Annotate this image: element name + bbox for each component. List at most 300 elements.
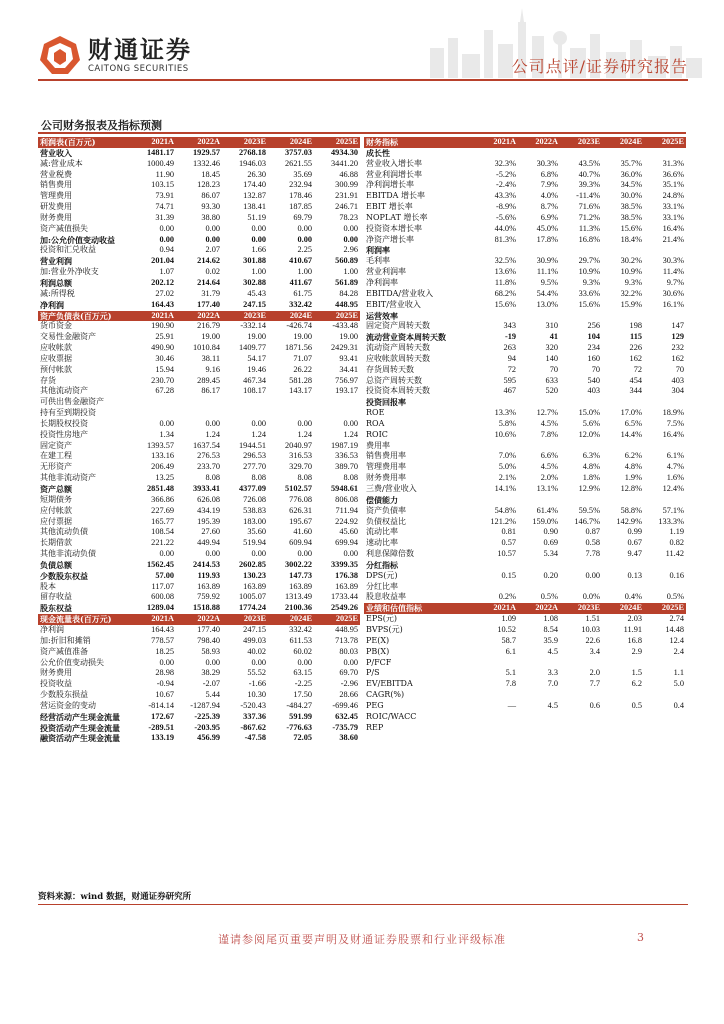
cell-value: 0.94 [159, 245, 174, 255]
cell-value: 227.69 [151, 505, 174, 515]
table-row [364, 582, 686, 593]
table-row [364, 658, 686, 669]
cell-value: 0.00 [343, 549, 358, 559]
row-label: CAGR(%) [366, 690, 405, 700]
cell-value: 31.39 [155, 212, 174, 222]
cell-value: 2024E [268, 614, 314, 625]
row-label: 减:所得税 [40, 288, 75, 298]
row-label: EBIT/营业收入 [366, 299, 421, 309]
cell-value: 121.2% [490, 516, 516, 526]
cell-value: 86.07 [201, 191, 220, 201]
cell-value: 0.0% [582, 592, 600, 602]
cell-value: 0.00 [297, 234, 312, 244]
cell-value: 4.7% [666, 462, 684, 472]
cell-value [518, 148, 560, 159]
cell-value: 147.73 [289, 570, 312, 580]
cell-value: 6.1% [666, 451, 684, 461]
cell-value: 12.0% [578, 429, 600, 439]
cell-value: 0.2% [498, 592, 516, 602]
cell-value: 32.5% [494, 256, 516, 266]
cell-value: 16.1% [662, 299, 684, 309]
cell-value: 560.89 [335, 256, 358, 266]
row-label: 总资产周转天数 [366, 375, 422, 385]
cell-value: 84.28 [339, 288, 358, 298]
table-row [364, 213, 686, 224]
cell-value: 2.0% [540, 473, 558, 483]
cell-value: 0.87 [585, 527, 600, 537]
data-source-note: 资料来源：wind 数据，财通证券研究所 [38, 892, 192, 902]
cell-value: 0.00 [343, 657, 358, 667]
cell-value: 35.69 [293, 169, 312, 179]
cell-value: 70 [675, 364, 684, 374]
row-label: 预付帐款 [40, 364, 72, 374]
cell-value: 142.9% [616, 516, 642, 526]
cell-value [602, 560, 644, 571]
cell-value [644, 560, 686, 571]
cell-value: 163.89 [243, 581, 266, 591]
row-label: 股东权益 [40, 603, 72, 614]
row-label: EBIT 增长率 [366, 202, 413, 212]
cell-value: 1.09 [501, 614, 516, 624]
cell-value: 10.67 [155, 690, 174, 700]
cell-value: 15.6% [494, 299, 516, 309]
cell-value: 591.99 [289, 711, 312, 721]
cell-value: 31.79 [201, 288, 220, 298]
table-row [364, 300, 686, 311]
row-label: 销售费用 [40, 180, 72, 190]
cell-value: 1.6% [666, 473, 684, 483]
cell-value [602, 441, 644, 452]
cell-value: 0.00 [159, 549, 174, 559]
row-label: 其他流动资产 [40, 386, 88, 396]
row-label: 运营效率 [366, 310, 398, 321]
cell-value: 0.6 [589, 700, 600, 710]
row-label: 净利润率 [366, 277, 398, 287]
cell-value: 32.3% [494, 158, 516, 168]
cell-value: 8.54 [543, 624, 558, 634]
table-row [38, 712, 360, 723]
table-row [38, 245, 360, 256]
row-label: 经营活动产生现金流量 [40, 711, 120, 722]
cell-value [560, 712, 602, 723]
row-label: 业绩和估值指标 [364, 603, 476, 614]
cell-value: 177.40 [197, 299, 220, 309]
row-label: 分红指标 [366, 559, 398, 570]
cell-value [644, 658, 686, 669]
table-row [364, 224, 686, 235]
row-label: 投资和汇兑收益 [40, 245, 96, 255]
cell-value: 5.34 [543, 549, 558, 559]
cell-value: 329.70 [289, 462, 312, 472]
row-label: 应付票据 [40, 516, 72, 526]
cell-value: 71.07 [293, 353, 312, 363]
cell-value [644, 311, 686, 322]
cell-value: 38.5% [620, 212, 642, 222]
cell-value: 448.95 [335, 299, 358, 309]
cell-value: 609.94 [289, 538, 312, 548]
table-row [364, 430, 686, 441]
row-label: 负债权益比 [366, 516, 406, 526]
cell-value: 2022A [176, 137, 222, 148]
cell-value [602, 397, 644, 408]
cell-value [518, 658, 560, 669]
cell-value [476, 690, 518, 701]
cell-value: 0.4 [673, 700, 684, 710]
cell-value: 19.00 [247, 332, 266, 342]
cell-value: 1005.07 [239, 592, 266, 602]
cell-value: 119.93 [197, 570, 220, 580]
cell-value: 67.28 [155, 386, 174, 396]
table-row [38, 332, 360, 343]
cell-value: 0.00 [159, 657, 174, 667]
cell-value: 58.8% [620, 505, 642, 515]
cell-value: 195.67 [289, 516, 312, 526]
table-row [38, 148, 360, 159]
cell-value [602, 723, 644, 734]
cell-value: 0.00 [343, 223, 358, 233]
cell-value: 756.97 [335, 375, 358, 385]
row-label: NOPLAT 增长率 [366, 212, 428, 222]
cell-value: 0.5% [666, 592, 684, 602]
cell-value: 332.42 [289, 299, 312, 309]
cell-value: 0.00 [159, 418, 174, 428]
cell-value: 2025E [644, 603, 686, 614]
table-row [38, 419, 360, 430]
cell-value: 0.90 [543, 527, 558, 537]
cell-value: 2429.31 [331, 343, 358, 353]
cell-value: -11.4% [576, 191, 600, 201]
cell-value: 4.8% [624, 462, 642, 472]
cell-value: 8.08 [297, 473, 312, 483]
row-label: 销售费用率 [366, 451, 406, 461]
table-row [38, 462, 360, 473]
cell-value: 561.89 [335, 277, 358, 287]
cell-value: 403 [587, 386, 600, 396]
cell-value: 0.69 [543, 538, 558, 548]
cell-value: 2.96 [343, 245, 358, 255]
cell-value: 0.00 [585, 570, 600, 580]
cell-value: 27.60 [201, 527, 220, 537]
cell-value: 2040.97 [285, 440, 312, 450]
cell-value [560, 723, 602, 734]
table-row [364, 397, 686, 408]
cell-value: 140 [545, 353, 558, 363]
row-label: 利息保障倍数 [366, 549, 414, 559]
cell-value: 5.1 [505, 668, 516, 678]
cell-value [602, 148, 644, 159]
cell-value: 1.8% [582, 473, 600, 483]
cell-value: 13.3% [494, 408, 516, 418]
cell-value: 230.70 [151, 375, 174, 385]
row-label: 固定资产周转天数 [366, 321, 430, 331]
table-row [364, 690, 686, 701]
cell-value: 54.17 [247, 353, 266, 363]
cell-value: 2022A [176, 614, 222, 625]
cell-value: 2.07 [205, 245, 220, 255]
cell-value: 3399.35 [331, 559, 358, 569]
cell-value [560, 560, 602, 571]
cell-value: 4934.30 [331, 147, 358, 157]
table-row [38, 538, 360, 549]
cell-value [560, 148, 602, 159]
cell-value: -8.9% [495, 202, 516, 212]
cell-value: 633 [545, 375, 558, 385]
cell-value: 3933.41 [193, 484, 220, 493]
cell-value: 19.46 [247, 364, 266, 374]
cell-value: 70 [591, 364, 600, 374]
cell-value [560, 658, 602, 669]
cell-value [518, 690, 560, 701]
cell-value [602, 495, 644, 506]
cell-value: 2022A [176, 311, 222, 322]
cell-value: 55.52 [247, 668, 266, 678]
cell-value: 632.45 [335, 711, 358, 721]
cell-value: 18.45 [201, 169, 220, 179]
cell-value: 12.4 [669, 635, 684, 645]
cell-value: 12.8% [620, 484, 642, 493]
cell-value: 21.4% [662, 234, 684, 244]
cell-value [268, 408, 314, 419]
cell-value: 41.60 [293, 527, 312, 537]
cell-value: 0.00 [297, 418, 312, 428]
table-row [364, 517, 686, 528]
cell-value: 115 [630, 332, 642, 342]
table-row [38, 397, 360, 408]
cell-value: 0.13 [627, 570, 642, 580]
row-label: 研发费用 [40, 202, 72, 212]
cell-value: 2.4 [673, 646, 684, 656]
cell-value: 81.3% [494, 234, 516, 244]
cell-value [644, 397, 686, 408]
cell-value: 263 [503, 343, 516, 353]
cell-value: 74.71 [155, 202, 174, 212]
cell-value [476, 712, 518, 723]
cell-value: 73.91 [155, 191, 174, 201]
row-label: P/S [366, 668, 380, 678]
cell-value: 0.57 [501, 538, 516, 548]
table-row [364, 170, 686, 181]
cell-value: 19.00 [293, 332, 312, 342]
cell-value: -2.4% [495, 180, 516, 190]
row-label: EV/EBITDA [366, 679, 413, 689]
cell-value: 5.8% [498, 418, 516, 428]
cell-value: 57.1% [662, 505, 684, 515]
cell-value: -433.48 [332, 321, 358, 331]
cell-value: 0.99 [627, 527, 642, 537]
table-row [38, 235, 360, 246]
cell-value: 19.00 [339, 332, 358, 342]
cell-value: 1.1 [673, 668, 684, 678]
cell-value: 13.6% [494, 267, 516, 277]
cell-value: 38.80 [201, 212, 220, 222]
cell-value [476, 397, 518, 408]
cell-value: 2022A [518, 603, 560, 614]
cell-value: 54.4% [536, 288, 558, 298]
cell-value: 1929.57 [193, 147, 220, 157]
section-title: 公司财务报表及指标预测 [38, 116, 686, 134]
cell-value: 2021A [130, 614, 176, 625]
cell-value: 3.4 [589, 646, 600, 656]
row-label: 其他非流动负债 [40, 549, 96, 559]
cell-value [560, 397, 602, 408]
cell-value: 78.23 [339, 212, 358, 222]
table-row [38, 451, 360, 462]
cell-value: -426.74 [286, 321, 312, 331]
cell-value [644, 148, 686, 159]
cell-value: 58.93 [201, 646, 220, 656]
cell-value: 595 [503, 375, 516, 385]
row-label: 交易性金融资产 [40, 332, 96, 342]
cell-value: 63.15 [293, 668, 312, 678]
cell-value: 176.38 [335, 570, 358, 580]
cell-value: 1332.46 [193, 158, 220, 168]
row-label: 分红比率 [366, 581, 398, 591]
cell-value [518, 582, 560, 593]
row-label: 营业利润率 [366, 267, 406, 277]
row-label: 加:营业外净收支 [40, 267, 99, 277]
row-label: 毛利率 [366, 256, 390, 266]
cell-value: 7.0% [498, 451, 516, 461]
table-row [38, 733, 360, 744]
table-row [38, 723, 360, 734]
table-row [38, 625, 360, 636]
row-label: EPS(元) [366, 614, 397, 624]
cell-value: 6.6% [540, 451, 558, 461]
table-row [364, 419, 686, 430]
table-row [364, 549, 686, 560]
cell-value: 57.00 [155, 570, 174, 580]
cell-value: 540 [587, 375, 600, 385]
cell-value: 1.5 [631, 668, 642, 678]
cell-value: 39.3% [578, 180, 600, 190]
report-type-label: 公司点评/证券研究报告 [511, 57, 688, 76]
cell-value: 44.0% [494, 223, 516, 233]
cell-value: 1289.04 [147, 603, 174, 613]
cell-value: 31.3% [662, 158, 684, 168]
cell-value: 71.2% [578, 212, 600, 222]
table-row [38, 256, 360, 267]
cell-value [644, 712, 686, 723]
cell-value: 2022A [518, 137, 560, 148]
table-row [364, 527, 686, 538]
cell-value: 1.24 [205, 429, 220, 439]
cell-value: 8.08 [251, 473, 266, 483]
cell-value: 366.86 [151, 494, 174, 504]
cell-value [644, 723, 686, 734]
cell-value: 38.11 [201, 353, 220, 363]
cell-value: 7.9% [540, 180, 558, 190]
cell-value: 0.00 [251, 223, 266, 233]
table-row [38, 278, 360, 289]
table-row [38, 386, 360, 397]
cell-value: 9.47 [627, 549, 642, 559]
cell-value [518, 560, 560, 571]
cell-value: 28.98 [155, 668, 174, 678]
row-label: 应收票据 [40, 353, 72, 363]
cell-value: 4.0% [540, 191, 558, 201]
cell-value: 0.00 [251, 234, 266, 244]
cell-value: 0.4% [624, 592, 642, 602]
table-row [364, 473, 686, 484]
cell-value: 0.00 [205, 223, 220, 233]
cell-value: 5.44 [205, 690, 220, 700]
table-row [38, 560, 360, 571]
cell-value: 2023E [560, 603, 602, 614]
cell-value: 0.00 [205, 657, 220, 667]
table-row [38, 582, 360, 593]
row-label: 融资活动产生现金流量 [40, 733, 120, 744]
cell-value: 1.24 [251, 429, 266, 439]
row-label: 财务费用 [40, 212, 72, 222]
row-label: 流动营业资本周转天数 [366, 332, 446, 343]
cell-value: 33.1% [662, 202, 684, 212]
cell-value: 16.8 [627, 635, 642, 645]
cell-value: 2.9 [631, 646, 642, 656]
cell-value: 40.7% [578, 169, 600, 179]
cell-value [644, 441, 686, 452]
cell-value: 214.64 [197, 277, 220, 287]
row-label: 固定资产 [40, 440, 72, 450]
row-label: 利润率 [366, 245, 390, 256]
cell-value: 69.79 [293, 212, 312, 222]
cell-value: 183.00 [243, 516, 266, 526]
table-row [364, 484, 686, 495]
cell-value: 1481.17 [147, 147, 174, 157]
cell-value: 6.8% [540, 169, 558, 179]
row-label: 流动资产周转天数 [366, 343, 430, 353]
cell-value: 0.00 [251, 657, 266, 667]
cell-value: 12.9% [578, 484, 600, 493]
cell-value: 5102.57 [285, 484, 312, 493]
cell-value: -2.25 [294, 679, 312, 689]
cell-value: 2549.26 [331, 603, 358, 613]
row-label: 持有至到期投资 [40, 408, 96, 418]
cell-value: 27.02 [155, 288, 174, 298]
cell-value: 538.83 [243, 505, 266, 515]
cell-value: 343 [503, 321, 516, 331]
table-row [38, 571, 360, 582]
cell-value: -484.27 [286, 700, 312, 710]
table-header-row [364, 603, 686, 614]
table-header-row [364, 137, 686, 148]
cell-value: 2023E [560, 137, 602, 148]
right-indicator-table [364, 137, 686, 733]
cell-value: 8.7% [540, 202, 558, 212]
cell-value: 68.2% [494, 288, 516, 298]
cell-value: 9.16 [205, 364, 220, 374]
cell-value [602, 311, 644, 322]
cell-value: 9.3% [582, 277, 600, 287]
cell-value: 8.08 [343, 473, 358, 483]
row-label: 管理费用率 [366, 462, 406, 472]
cell-value: 1010.84 [193, 343, 220, 353]
cell-value: 4.5% [540, 462, 558, 472]
cell-value: 410.67 [289, 256, 312, 266]
table-row [38, 376, 360, 387]
row-label: 速动比率 [366, 538, 398, 548]
cell-value: 3441.20 [331, 158, 358, 168]
cell-value: 70 [549, 364, 558, 374]
table-row [38, 668, 360, 679]
cell-value: 233.70 [197, 462, 220, 472]
cell-value: — [507, 700, 516, 710]
cell-value: 7.8% [540, 429, 558, 439]
cell-value: 1393.57 [147, 440, 174, 450]
cell-value: 221.22 [151, 538, 174, 548]
table-row [364, 332, 686, 343]
cell-value: 490.90 [151, 343, 174, 353]
cell-value: 3.3 [547, 668, 558, 678]
